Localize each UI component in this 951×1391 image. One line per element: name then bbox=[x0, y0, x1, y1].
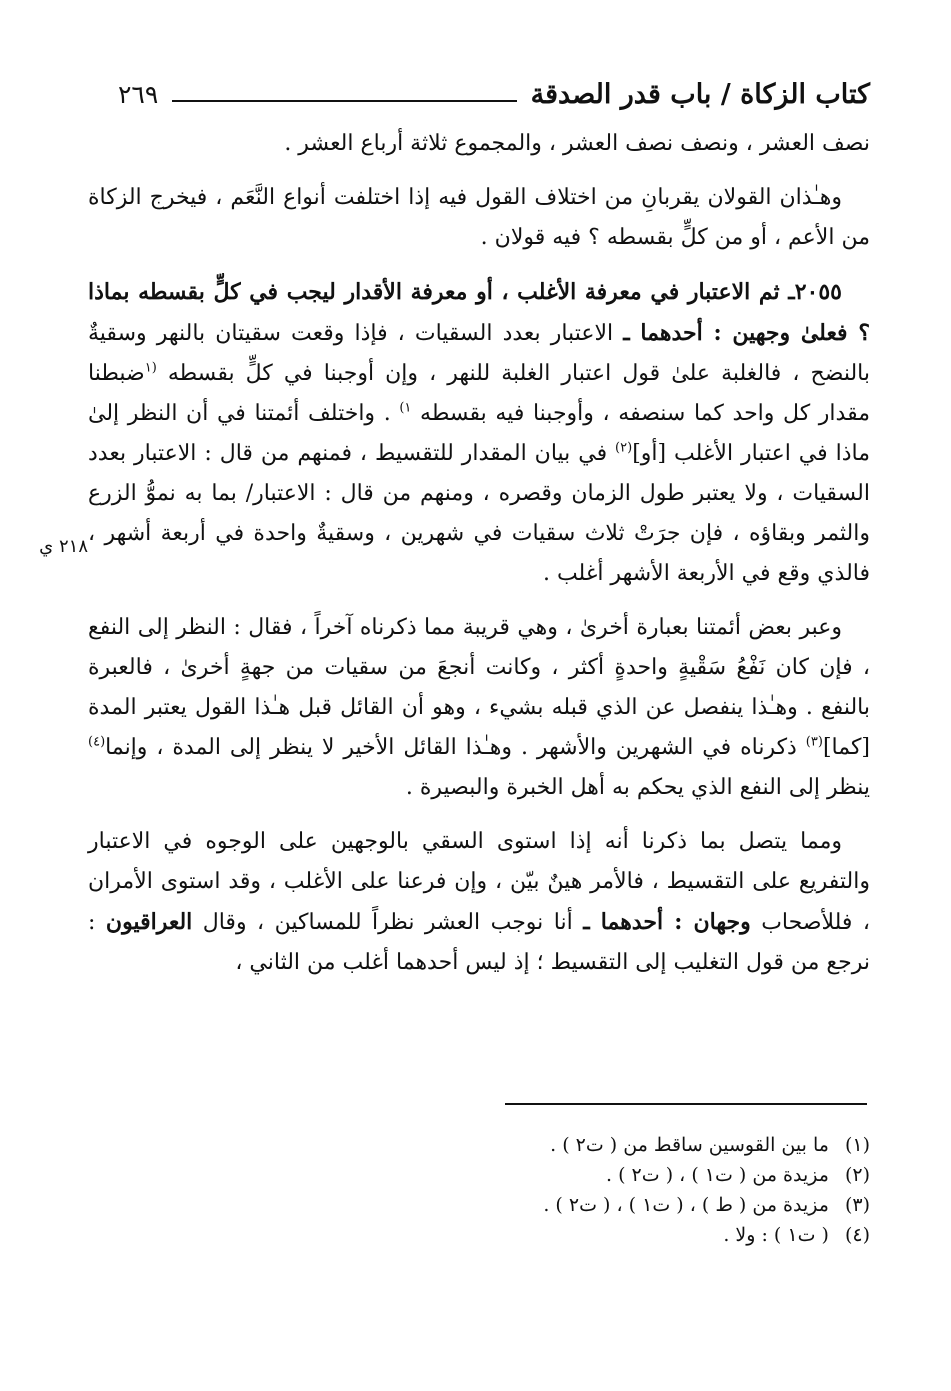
footnote-ref: (١ bbox=[144, 360, 157, 376]
footnote-item bbox=[300, 1130, 870, 1160]
footnote-item bbox=[300, 1160, 870, 1190]
footnote-ref: ١) bbox=[399, 400, 412, 416]
header-rule bbox=[172, 100, 516, 102]
footnote-ref: (٣) bbox=[805, 734, 823, 750]
footnote-separator bbox=[505, 1103, 867, 1105]
text-run: ومما يتصل بما ذكرنا أنه إذا استوى السقي بالوجهين على الوجوه في الاعتبار والتفريع على التقسيط ، فالأمر هينٌ بيّن ، وإن فرعنا على الأغلب ، وقد استوى الأمران ، فللأصحاب bbox=[88, 829, 871, 935]
text-run: أنا نوجب العشر نظراً للمساكين ، وقال bbox=[192, 910, 584, 935]
bold-run: العراقيون bbox=[105, 909, 193, 935]
footnote-text: ما بين القوسين ساقط من ( ت٢ ) . bbox=[550, 1134, 829, 1156]
margin-reference: ٢١٨ ي bbox=[39, 536, 88, 557]
text-run: ذكرناه في الشهرين والأشهر . وهـٰذا القائل الأخير لا ينظر إلى المدة ، وإنما bbox=[105, 735, 806, 760]
footnote-text: ( ت١ ) : ولا . bbox=[723, 1224, 829, 1246]
paragraph-2055 bbox=[88, 272, 870, 594]
running-header bbox=[118, 74, 870, 114]
paragraph-equal-watering bbox=[88, 822, 870, 983]
main-text bbox=[88, 124, 870, 997]
footnote-item bbox=[300, 1190, 870, 1220]
text-run: ثم الاعتبار في معرفة الأغلب ، أو معرفة الأقدار ليجب في كلٍّ بقسطه بماذا ؟ فعلىٰ bbox=[88, 279, 871, 346]
chapter-title: كتاب الزكاة / باب قدر الصدقة bbox=[530, 78, 870, 110]
footnote-ref: (٢) bbox=[615, 440, 633, 456]
paragraph-benefit bbox=[88, 608, 870, 808]
footnote-number: (٤) bbox=[844, 1224, 870, 1246]
text-run: ضبطنا مقدار كل واحد كما سنصفه ، وأوجبنا فيه بقسطه bbox=[88, 361, 870, 426]
text-run: . واختلف أئمتنا في أن النظر إلىٰ ماذا في اعتبار الأغلب [أو] bbox=[88, 401, 870, 466]
text-run: في بيان المقدار للتقسيط ، فمنهم من قال : الاعتبار بعدد السقيات ، ولا يعتبر طول الزمان وقصره ، ومنهم من قال : الاعتبار/ بما به نموُّ الزرع والثمر وبقاؤه ، فإن جرَتْ ثلاث سقيات في شهرين ، وسقيةٌ واحدة في أربعة أشهر ، فالذي وقع في الأربعة الأشهر أغلب . bbox=[88, 441, 870, 586]
paragraph-two-opinions: وهـٰذان القولان يقربانِ من اختلاف القول فيه إذا اختلفت أنواع النَّعَم ، فيخرج الزكاة من الأعم ، أو من كلٍّ بقسطه ؟ فيه قولان . bbox=[88, 185, 870, 250]
footnote-text: مزيدة من ( ط ) ، ( ت١ ) ، ( ت٢ ) . bbox=[543, 1194, 829, 1216]
footnotes bbox=[300, 1130, 870, 1250]
footnote-item bbox=[300, 1220, 870, 1250]
footnote-number: (٣) bbox=[844, 1194, 870, 1216]
issue-number: ٢٠٥٥ـ bbox=[788, 279, 842, 305]
bold-run: وجهان : أحدهما ـ bbox=[583, 909, 751, 935]
text-run: ينظر إلى النفع الذي يحكم به أهل الخبرة والبصيرة . bbox=[405, 775, 870, 800]
text-run: : نرجع من قول التغليب إلى التقسيط ؛ إذ ليس أحدهما أغلب من الثاني ، bbox=[88, 910, 870, 975]
footnote-text: مزيدة من ( ت١ ) ، ( ت٢ ) . bbox=[606, 1164, 829, 1186]
text-run: الاعتبار بعدد السقيات ، فإذا وقعت سقيتان بالنهر وسقيةٌ بالنضح ، فالغلبة علىٰ قول اعتبار الغلبة للنهر ، وإن أوجبنا في كلٍّ بقسطه bbox=[88, 321, 870, 386]
bold-run: وجهين : أحدهما ـ bbox=[623, 320, 791, 346]
footnote-ref: (٤) bbox=[88, 734, 106, 750]
footnote-number: (٢) bbox=[844, 1164, 870, 1186]
page-number: ٢٦٩ bbox=[118, 79, 159, 109]
paragraph-continuation: نصف العشر ، ونصف نصف العشر ، والمجموع ثلاثة أرباع العشر . bbox=[284, 131, 870, 156]
text-run: وعبر بعض أئمتنا بعبارة أخرىٰ ، وهي قريبة مما ذكرناه آخراً ، فقال : النظر إلى النفع ، فإن كان نَفْعُ سَقْيةٍ واحدةٍ أكثر ، وكانت أنجعَ من سقيات من جهةٍ أخرىٰ ، فالعبرة بالنفع . وهـٰذا ينفصل عن الذي قبله بشيء ، وهو أن القائل قبل هـٰذا القول يعتبر المدة [كما] bbox=[88, 615, 870, 760]
footnote-number: (١) bbox=[844, 1134, 870, 1156]
